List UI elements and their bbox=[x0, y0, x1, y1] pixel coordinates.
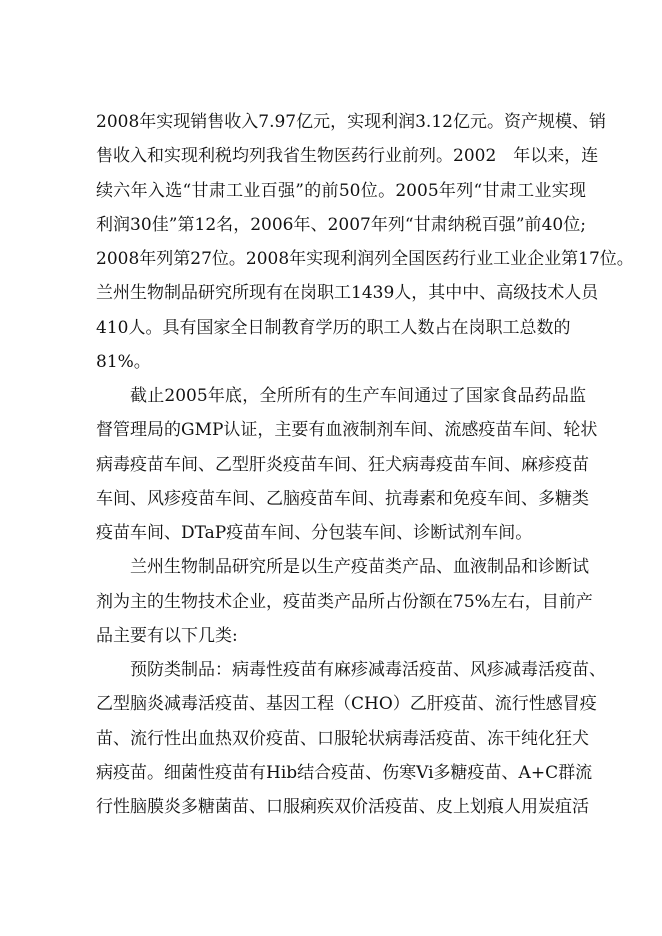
text-line: 预防类制品：病毒性疫苗有麻疹减毒活疫苗、风疹减毒活疫苗、 bbox=[130, 660, 606, 680]
text-line: 410人。具有国家全日制教育学历的职工人数占在岗职工总数的 bbox=[96, 317, 571, 338]
text-line: 截止2005年底，全所所有的生产车间通过了国家食品药品监 bbox=[130, 386, 586, 406]
document-body bbox=[96, 105, 634, 824]
text-line: 病毒疫苗车间、乙型肝炎疫苗车间、狂犬病毒疫苗车间、麻疹疫苗 bbox=[96, 454, 589, 475]
text-line: 续六年入选“甘肃工业百强”的前50位。2005年列“甘肃工业实现 bbox=[96, 180, 586, 201]
text-line: 苗、流行性出血热双价疫苗、口服轮状病毒活疫苗、冻干纯化狂犬 bbox=[96, 728, 589, 749]
text-line: 81%。 bbox=[96, 351, 151, 372]
text-line: 疫苗车间、DTaP疫苗车间、分包装车间、诊断试剂车间。 bbox=[96, 523, 533, 543]
paragraph-gmp-workshops bbox=[96, 379, 598, 550]
text-line: 2008年列第27位。2008年实现利润列全国医药行业工业企业第17位。 bbox=[96, 249, 634, 269]
text-line: 售收入和实现利税均列我省生物医药行业前列。2002 年以来，连 bbox=[96, 146, 599, 167]
text-line: 剂为主的生物技术企业，疫苗类产品所占份额在75%左右，目前产 bbox=[96, 591, 593, 612]
text-line: 兰州生物制品研究所是以生产疫苗类产品、血液制品和诊断试 bbox=[130, 557, 589, 578]
text-line: 利润30佳”第12名，2006年、2007年列“甘肃纳税百强”前40位; bbox=[96, 214, 586, 235]
text-line: 车间、风疹疫苗车间、乙脑疫苗车间、抗毒素和免疫车间、多糖类 bbox=[96, 488, 589, 509]
text-line: 品主要有以下几类: bbox=[96, 625, 238, 646]
paragraph-company-performance bbox=[96, 105, 634, 379]
text-line: 行性脑膜炎多糖菌苗、口服痢疾双价活疫苗、皮上划痕人用炭疽活 bbox=[96, 797, 589, 817]
text-line: 病疫苗。细菌性疫苗有Hib结合疫苗、伤寒Vi多糖疫苗、A+C群流 bbox=[96, 762, 593, 783]
paragraph-product-overview bbox=[96, 550, 593, 653]
text-line: 兰州生物制品研究所现有在岗职工1439人，其中中、高级技术人员 bbox=[96, 283, 599, 304]
text-line: 2008年实现销售收入7.97亿元，实现利润3.12亿元。资产规模、销 bbox=[96, 112, 606, 132]
paragraph-preventive-products bbox=[96, 653, 606, 824]
text-line: 督管理局的GMP认证，主要有血液制剂车间、流感疫苗车间、轮状 bbox=[96, 420, 598, 441]
text-line: 乙型脑炎减毒活疫苗、基因工程（CHO）乙肝疫苗、流行性感冒疫 bbox=[96, 694, 597, 715]
